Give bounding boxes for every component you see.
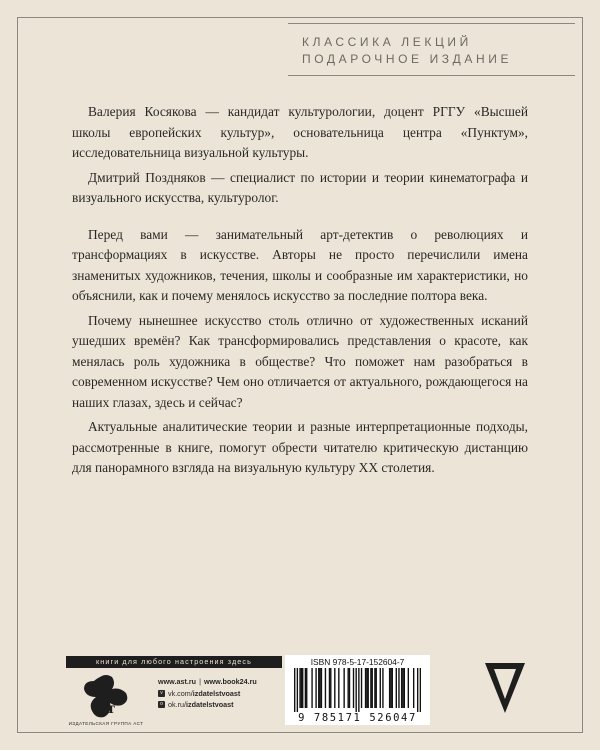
age-rating-badge [483,659,527,717]
ok-prefix: ok.ru/ [168,700,186,709]
ok-icon: o [158,701,165,708]
ast-logo [66,673,146,721]
barcode-bar [361,668,362,708]
barcode-bar [358,668,359,712]
barcode-bar [306,668,307,708]
barcode-bar [404,668,405,708]
barcode-bar [392,668,393,708]
barcode-bar [321,668,322,708]
ok-handle: izdatelstvoast [185,700,234,709]
barcode-bar [355,668,356,712]
barcode-bar [420,668,421,712]
publisher-caption: ИЗДАТЕЛЬСКАЯ ГРУППА АСТ [68,721,144,726]
barcode-bar [297,668,298,712]
barcode-bar [408,668,409,708]
barcode-bar [329,668,330,708]
author-bio-1: Валерия Косякова — кандидат культурологии, доцент РГГУ «Высшей школы европейских культур», основательница центра «Пунктум», исследовательница визуальной культуры. [72,104,528,160]
ok-row[interactable] [158,699,257,711]
description-paragraph: Перед вами — занимательный арт-детектив о революциях и трансформациях в искусстве. Авторы не просто перечислили имена знаменитых художников, течения, школы и сообразные им характеристики, но объяснили, как и почему менялось искусство за последние полтора века. [72,226,528,303]
top-divider [288,23,575,24]
series-line-2: ПОДАРОЧНОЕ ИЗДАНИЕ [302,52,513,66]
barcode-bar [413,668,414,708]
barcode [294,668,421,712]
barcode-bar [368,668,369,708]
series-divider [288,75,575,76]
barcode-bar [370,668,371,708]
vk-row[interactable] [158,688,257,700]
website-book24-link[interactable]: www.book24.ru [203,677,257,686]
barcode-bar [389,668,390,708]
websites-row [158,676,257,688]
barcode-bar [334,668,335,708]
barcode-bar [294,668,295,712]
vk-handle: izdatelstvoast [192,688,241,698]
barcode-bar [338,668,339,708]
barcode-bar [401,668,402,708]
vk-prefix: vk.com/ [168,688,193,698]
author-bio-2: Дмитрий Поздняков — специалист по истории и теории кинематографа и визуального искусства, культуролог. [72,169,528,205]
ast-logo-text: аст [92,700,115,717]
ean-digits: 9 785171 526047 [298,712,417,724]
barcode-bar [299,668,300,708]
barcode-bar [349,668,350,708]
barcode-bar [330,668,331,708]
barcode-bar [318,668,319,708]
barcode-bar [417,668,418,712]
barcode-bar [402,668,403,708]
series-line-1: КЛАССИКА ЛЕКЦИЙ [302,35,472,49]
barcode-bar [376,668,377,708]
barcode-bar [366,668,367,708]
description-paragraph: Актуальные аналитические теории и разные интерпретационные подходы, рассмотренные в книге, помогут обрести читателю критическую дистанцию для панорамного взгляда на визуальную культуру XX столетия. [72,419,528,475]
publisher-links [158,676,257,711]
annotation-text [72,102,528,483]
separator: | [199,677,201,686]
barcode-bar [380,668,381,708]
barcode-bar [382,668,383,708]
barcode-bar [311,668,312,708]
barcode-bar [374,668,375,708]
barcode-bar [365,668,366,708]
isbn-number: ISBN 978-5-17-152604-7 [310,657,405,667]
barcode-bar [319,668,320,708]
barcode-bar [343,668,344,708]
description-paragraph: Почему нынешнее искусство столь отлично от художественных исканий ушедших времён? Как трансформировались представления о красоте, как менялась роль художника в обществе? Что поможет нам разобраться в современном искусстве? Чем оно отличается от актуального, рождающегося на наших глазах, здесь и сейчас? [72,312,528,410]
slogan-banner: книги для любого настроения здесь [66,656,282,668]
barcode-bar [372,668,373,708]
barcode-bar [315,668,316,708]
vk-icon: v [158,690,165,697]
barcode-bar [301,668,302,708]
barcode-bar [390,668,391,708]
website-ast-link[interactable]: www.ast.ru [158,677,197,686]
barcode-bar [325,668,326,708]
barcode-bar [353,668,354,708]
barcode-bar [396,668,397,708]
barcode-block [285,655,430,725]
barcode-bar [305,668,306,708]
series-title [302,34,512,68]
barcode-bar [398,668,399,708]
barcode-bar [302,668,303,708]
barcode-bar [347,668,348,708]
